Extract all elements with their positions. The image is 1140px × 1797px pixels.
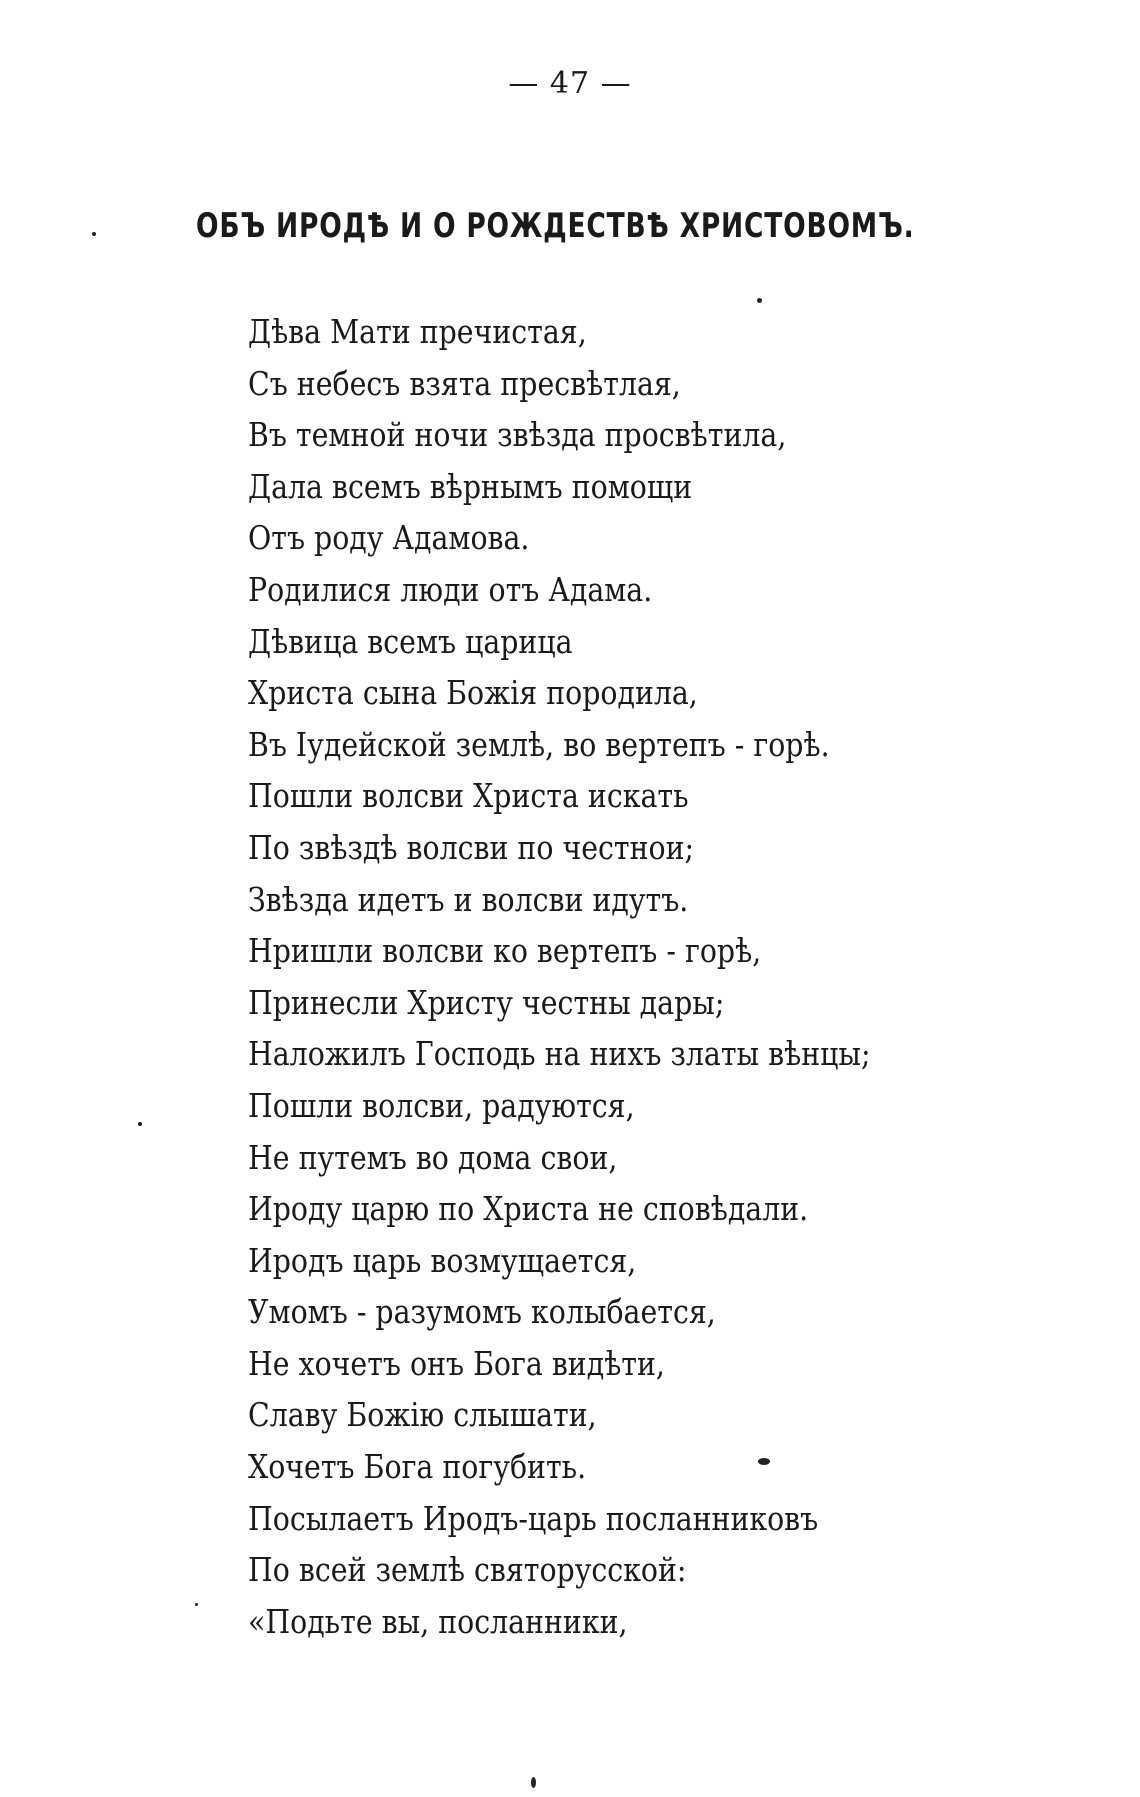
poem-line: Дѣвица всемъ царица <box>248 621 573 661</box>
poem-line: Принесли Христу честны дары; <box>248 982 725 1022</box>
scan-speck <box>92 232 96 236</box>
poem-line: Не хочетъ онъ Бога видѣти, <box>248 1343 665 1383</box>
scan-speck <box>195 1603 198 1606</box>
scan-speck <box>757 298 762 303</box>
poem-line: Въ темной ночи звѣзда просвѣтила, <box>248 415 787 455</box>
poem-line: Дѣва Мати пречистая, <box>248 312 587 351</box>
poem-line: Нришли волсви ко вертепъ - горѣ, <box>248 931 762 971</box>
poem-line: Отъ роду Адамова. <box>248 518 530 558</box>
poem-line: Дала всемъ вѣрнымъ помощи <box>248 466 693 506</box>
poem-line: По звѣздѣ волсви по честнои; <box>248 827 695 867</box>
poem-line: Славу Божію слышати, <box>248 1395 597 1435</box>
poem-line: Христа сына Божія породила, <box>248 673 698 713</box>
poem-line: Не путемъ во дома свои, <box>248 1137 618 1177</box>
poem-line: Ироду царю по Христа не сповѣдали. <box>248 1189 809 1229</box>
page-number: — 47 — <box>508 66 632 101</box>
scan-speck <box>531 1777 536 1788</box>
poem-line: По всей землѣ святорусской: <box>248 1550 687 1590</box>
poem-line: Умомъ - разумомъ колыбается, <box>248 1292 716 1332</box>
poem-line: Пошли волсви, радуются, <box>248 1085 635 1125</box>
poem-line: Наложилъ Господь на нихъ златы вѣнцы; <box>248 1034 871 1074</box>
scan-speck <box>758 1458 770 1465</box>
poem-title: ОБЪ ИРОДѢ И О РОЖДЕСТВѢ ХРИСТОВОМЪ. <box>196 206 915 246</box>
poem-line: Иродъ царь возмущается, <box>248 1240 637 1280</box>
poem-line: Съ небесъ взята пресвѣтлая, <box>248 363 681 403</box>
poem-body <box>248 306 1108 1647</box>
scan-speck <box>138 1122 142 1126</box>
poem-line: Въ Іудейской землѣ, во вертепъ - горѣ. <box>248 724 830 764</box>
poem-line: Посылаетъ Иродъ-царь посланниковъ <box>248 1498 819 1538</box>
poem-line: Звѣзда идетъ и волсви идутъ. <box>248 879 689 919</box>
poem-line: Хочетъ Бога погубить. <box>248 1447 587 1487</box>
poem-line: «Подьте вы, посланники, <box>248 1601 628 1641</box>
poem-line: Родилися люди отъ Адама. <box>248 569 653 609</box>
poem-line: Пошли волсви Христа искать <box>248 776 689 816</box>
